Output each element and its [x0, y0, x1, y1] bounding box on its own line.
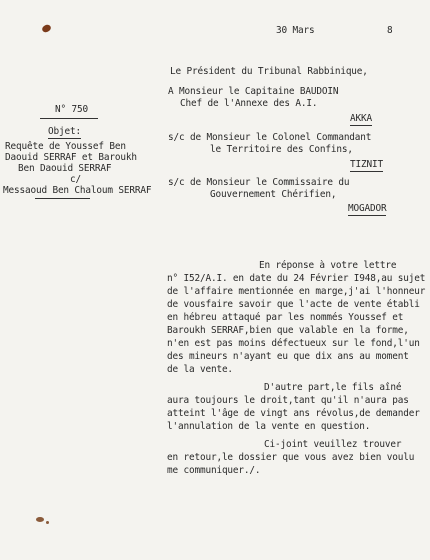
object-line-1: Requête de Youssef Ben	[5, 141, 126, 152]
via-line-1: s/c de Monsieur le Colonel Commandant	[168, 132, 372, 143]
para2-line-1: D'autre part,le fils aîné	[264, 382, 402, 393]
via-line-1b: le Territoire des Confins,	[210, 144, 353, 155]
para1-line-1: En réponse à votre lettre	[259, 260, 397, 271]
place-tiznit: TIZNIT	[350, 159, 383, 170]
para3-line-3: me communiquer./.	[167, 465, 261, 476]
para2-line-2: aura toujours le droit,tant qu'il n'aura pas	[167, 395, 409, 406]
object-line-4: c/	[70, 174, 81, 185]
reference-rule	[40, 118, 98, 119]
para1-line-8: des mineurs n'ayant eu que dix ans au moment	[167, 351, 409, 362]
para3-line-1: Ci-joint veuillez trouver	[264, 439, 402, 450]
via-line-2b: Gouvernement Chérifien,	[210, 189, 337, 200]
para1-line-5: en hébreu attaqué par les nommés Youssef et	[167, 312, 404, 323]
object-line-3: Ben Daouid SERRAF	[18, 163, 112, 174]
para2-line-3: atteint l'âge de vingt ans révolus,de demander	[167, 408, 420, 419]
place-akka: AKKA	[350, 113, 372, 124]
recipient-line-1: A Monsieur le Capitaine BAUDOIN	[168, 86, 339, 97]
via-line-2: s/c de Monsieur le Commissaire du	[168, 177, 350, 188]
place-mogador: MOGADOR	[348, 203, 387, 214]
para1-line-2: n° I52/A.I. en date du 24 Février I948,au sujet	[167, 273, 426, 284]
date: 30 Mars	[276, 25, 315, 36]
object-rule	[35, 198, 90, 199]
reference-number: N° 750	[55, 104, 88, 115]
para1-line-9: de la vente.	[167, 364, 233, 375]
object-line-2: Daouid SERRAF et Baroukh	[5, 152, 137, 163]
para1-line-4: de vousfaire savoir que l'acte de vente établi	[167, 299, 420, 310]
para1-line-7: n'en est pas moins défectueux sur le fond,l'un	[167, 338, 420, 349]
recipient-line-2: Chef de l'Annexe des A.I.	[180, 98, 318, 109]
page-number: 8	[387, 25, 393, 36]
object-label: Objet:	[48, 126, 81, 137]
sender-line: Le Président du Tribunal Rabbinique,	[170, 66, 368, 77]
ink-stain-bottom-2	[46, 521, 49, 524]
object-line-5: Messaoud Ben Chaloum SERRAF	[3, 185, 152, 196]
ink-stain-bottom	[36, 517, 44, 522]
para3-line-2: en retour,le dossier que vous avez bien voulu	[167, 452, 415, 463]
para1-line-3: de l'affaire mentionnée en marge,j'ai l'honneur	[167, 286, 426, 297]
ink-stain-top	[41, 23, 52, 33]
para1-line-6: Baroukh SERRAF,bien que valable en la forme,	[167, 325, 409, 336]
para2-line-4: l'annulation de la vente en question.	[167, 421, 371, 432]
